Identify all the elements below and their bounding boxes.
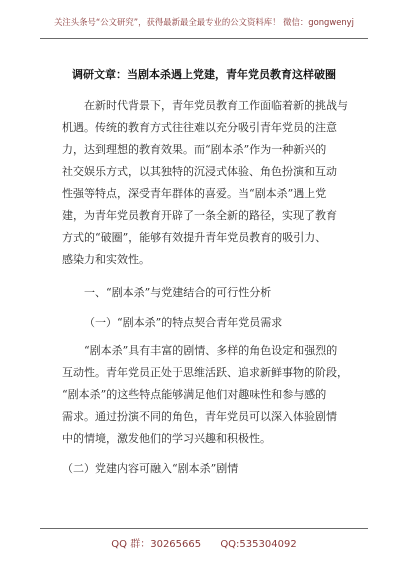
text-line: 性强等特点，深受青年群体的喜爱。当“剧本杀”遇上党	[62, 187, 327, 200]
text-line: 在新时代背景下，青年党员教育工作面临着新的挑战与	[84, 99, 348, 112]
text-line: 互动性。青年党员正处于思维活跃、追求新鲜事物的阶段，	[62, 366, 348, 379]
text-line: 方式的“破圈”，能够有效提升青年党员教育的吸引力、	[62, 231, 327, 244]
text-line: 需求。通过扮演不同的角色，青年党员可以深入体验剧情	[62, 410, 337, 423]
text-line: 建，为青年党员教育开辟了一条全新的路径，实现了教育	[62, 209, 337, 222]
subsection-heading-1: （一）“剧本杀”的特点契合青年党员需求	[84, 316, 283, 329]
text-line: 力，达到理想的教育效果。而“剧本杀”作为一种新兴的	[62, 143, 327, 156]
text-line: “剧本杀”具有丰富的剧情、多样的角色设定和强烈的	[84, 344, 338, 357]
text-line: 社交娱乐方式，以其独特的沉浸式体验、角色扮演和互动	[62, 165, 337, 178]
header-divider	[40, 38, 368, 39]
text-line: 中的情境，激发他们的学习兴趣和积极性。	[62, 432, 271, 445]
paragraph-features	[62, 340, 348, 450]
paragraph-intro	[62, 95, 348, 271]
section-heading-1: 一、“剧本杀”与党建结合的可行性分析	[84, 286, 272, 299]
qq-group-number: QQ 群：30265665	[111, 539, 202, 550]
subsection-heading-2: （二）党建内容可融入“剧本杀”剧情	[62, 462, 239, 475]
text-line: 机遇。传统的教育方式往往难以充分吸引青年党员的注意	[62, 121, 337, 134]
document-title: 调研文章：当剧本杀遇上党建，青年党员教育这样破圈	[72, 68, 336, 81]
footer-divider	[40, 528, 368, 529]
text-line: “剧本杀”的这些特点能够满足他们对趣味性和参与感的	[62, 388, 327, 401]
page-footer	[0, 535, 408, 550]
page-header: 关注头条号“公文研究”，获得最新最全最专业的公文资料库！ 微信：gongwenyj	[54, 17, 354, 27]
qq-number: QQ:535304092	[220, 539, 297, 550]
text-line: 感染力和实效性。	[62, 253, 150, 266]
